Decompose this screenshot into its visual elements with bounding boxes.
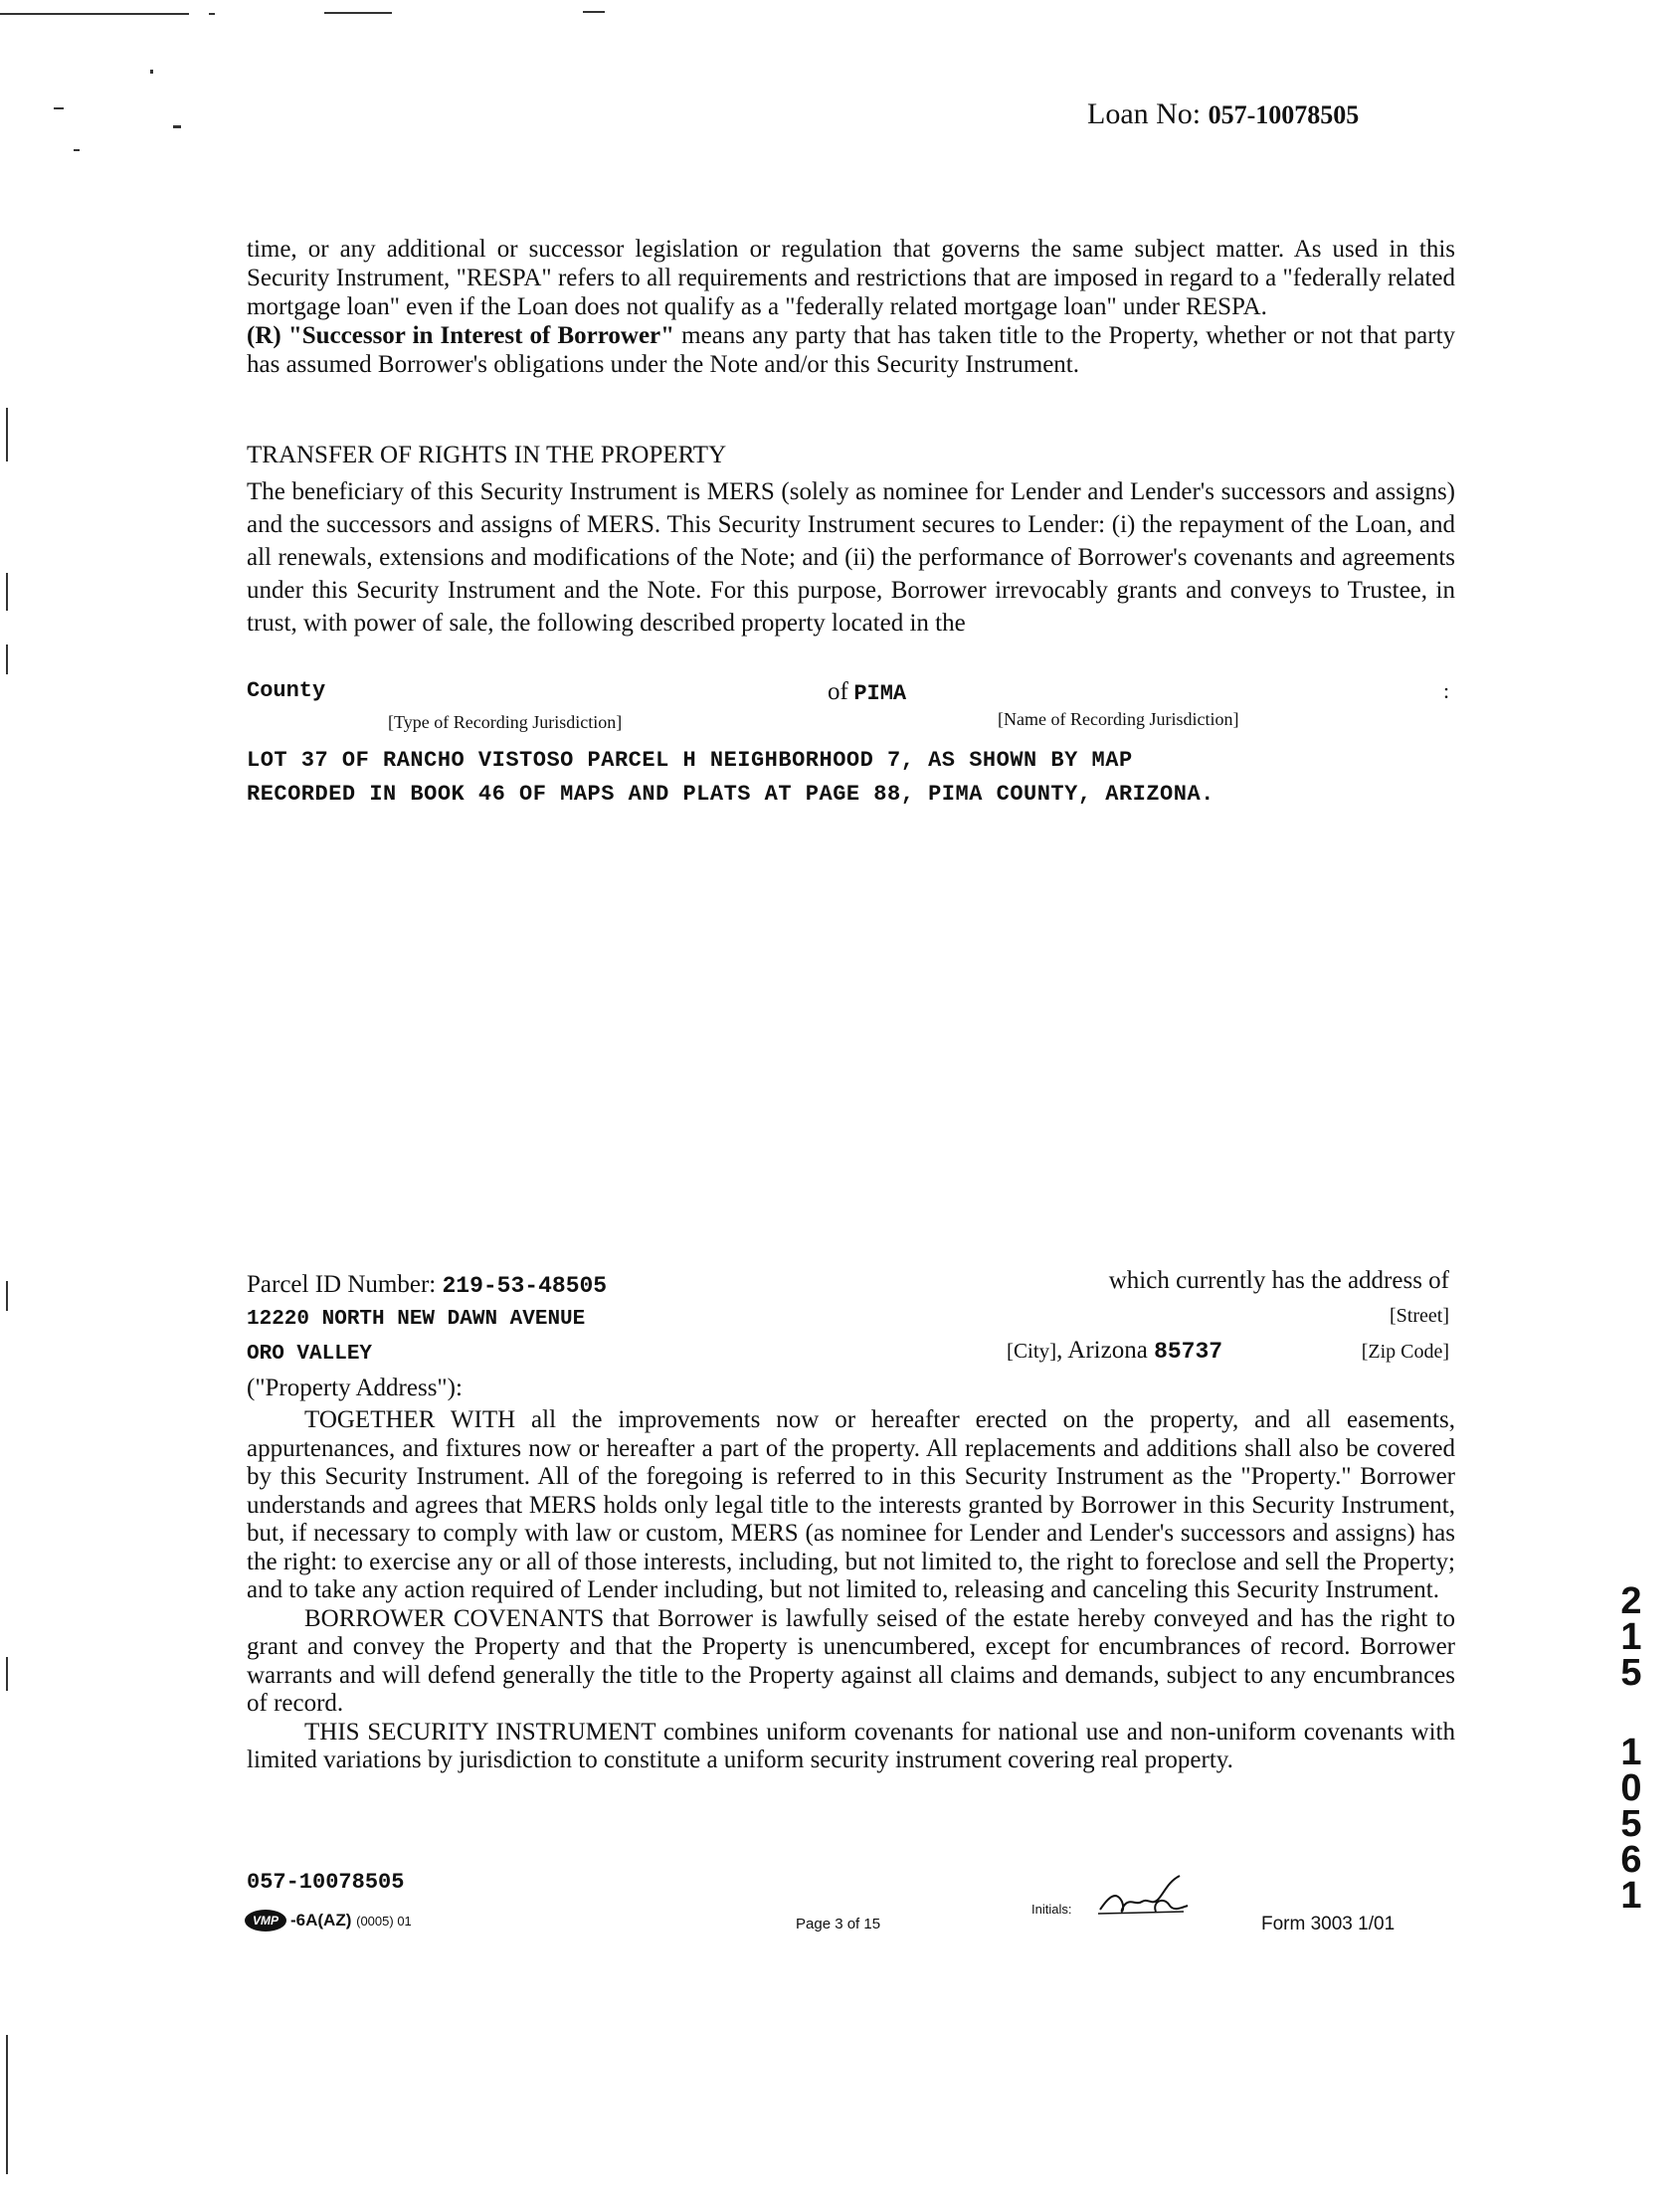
- initials-signature: [1094, 1872, 1190, 1924]
- stamp-digit: 0: [1620, 1767, 1642, 1809]
- scan-mark: [324, 12, 392, 14]
- scan-mark: [6, 1657, 8, 1691]
- jurisdiction-type: County: [247, 678, 326, 703]
- parcel-id: [247, 1271, 607, 1299]
- scan-mark: [54, 107, 64, 109]
- form-logo: [245, 1910, 412, 1931]
- definition-r-text: means any party that has taken title to the Property, whether or not that party has assumed Borrower's obligations under the Note and/or this Security Instrument.: [247, 322, 1456, 378]
- stamp-digit: 1: [1620, 1875, 1642, 1917]
- city-state-zip: [1007, 1337, 1222, 1365]
- transfer-heading: TRANSFER OF RIGHTS IN THE PROPERTY: [247, 442, 727, 468]
- side-stamp: [1611, 1580, 1651, 1917]
- jurisdiction-type-label: [Type of Recording Jurisdiction]: [388, 712, 623, 732]
- definition-r-marker: (R): [247, 322, 281, 349]
- scan-mark: [173, 125, 181, 128]
- jurisdiction-name: PIMA: [853, 681, 907, 706]
- scan-mark: [209, 13, 215, 15]
- stamp-digit: 1: [1620, 1732, 1642, 1773]
- loan-number-label: Loan No:: [1087, 97, 1202, 130]
- vmp-logo-icon: VMP: [245, 1910, 286, 1931]
- city-name: ORO VALLEY: [247, 1343, 373, 1366]
- property-address-label: ("Property Address"):: [247, 1375, 463, 1401]
- transfer-paragraph: The beneficiary of this Security Instrument is MERS (solely as nominee for Lender and Lender's successors and assigns) and the successors and assigns of MERS. This Security Instrument secures to Lender: (i) the repayment of the Loan, and all renewals, extensions and modifications of the Note; and (ii) the performance of Borrower's covenants and agreements under this Security Instrument and the Note. For this purpose, Borrower irrevocably grants and conveys to Trustee, in trust, with power of sale, the following described property located in the: [247, 478, 1455, 637]
- legal-line: LOT 37 OF RANCHO VISTOSO PARCEL H NEIGHBORHOOD 7, AS SHOWN BY MAP: [247, 748, 1133, 773]
- zip-tag: [Zip Code]: [1361, 1341, 1449, 1363]
- state-name: , Arizona: [1056, 1337, 1148, 1364]
- stamp-digit: 1: [1620, 1616, 1642, 1658]
- stamp-digit: 5: [1620, 1652, 1642, 1694]
- jurisdiction-name-line: [828, 678, 906, 706]
- stamp-digit: 6: [1620, 1839, 1642, 1881]
- definition-r: [247, 321, 1455, 379]
- zip-code: 85737: [1154, 1339, 1223, 1365]
- street-address: 12220 NORTH NEW DAWN AVENUE: [247, 1308, 586, 1331]
- transfer-section: [247, 475, 1455, 640]
- definition-r-term: "Successor in Interest of Borrower": [287, 322, 675, 349]
- jurisdiction-name-label: [Name of Recording Jurisdiction]: [998, 709, 1239, 729]
- scan-mark: [6, 408, 8, 461]
- stamp-digit: 2: [1620, 1580, 1642, 1622]
- borrower-covenants-paragraph: BORROWER COVENANTS that Borrower is lawfully seised of the estate hereby conveyed and has the right to grant and convey the Property and that the Property is unencumbered, except for encumbrances of record. Borrower warrants and will defend generally the title to the Property against all claims and demands, subject to any encumbrances of record.: [247, 1604, 1455, 1717]
- scan-mark: [6, 573, 8, 611]
- loan-number-value: 057-10078505: [1208, 100, 1360, 129]
- form-code-main: -6A(AZ): [290, 1911, 352, 1930]
- scan-mark: [0, 13, 189, 15]
- covenants-section: [247, 1406, 1455, 1775]
- intro-section: [247, 235, 1455, 379]
- address-note: which currently has the address of: [1108, 1267, 1449, 1294]
- form-code-suffix: (0005) 01: [356, 1914, 412, 1929]
- jurisdiction-colon: :: [1443, 678, 1450, 703]
- street-tag: [Street]: [1390, 1305, 1449, 1327]
- parcel-id-label: Parcel ID Number:: [247, 1271, 437, 1298]
- initials-label: Initials:: [1031, 1902, 1072, 1917]
- loan-number-header: [1087, 97, 1359, 131]
- parcel-id-number: 219-53-48505: [442, 1273, 608, 1299]
- form-number: Form 3003 1/01: [1261, 1914, 1396, 1934]
- stamp-digit: 5: [1620, 1803, 1642, 1845]
- legal-description: [247, 744, 1214, 812]
- scan-mark: [74, 149, 80, 151]
- scan-mark: [6, 1281, 8, 1311]
- form-code: [290, 1911, 412, 1930]
- intro-paragraph: time, or any additional or successor legislation or regulation that governs the same subject matter. As used in this Security Instrument, "RESPA" refers to all requirements and restrictions that are imposed in regard to a "federally related mortgage loan" even if the Loan does not qualify as a "federally related mortgage loan" under RESPA.: [247, 236, 1455, 320]
- jurisdiction-of: of: [828, 678, 848, 705]
- page-number: Page 3 of 15: [796, 1916, 881, 1932]
- legal-line: RECORDED IN BOOK 46 OF MAPS AND PLATS AT PAGE 88, PIMA COUNTY, ARIZONA.: [247, 782, 1214, 807]
- scan-mark: [6, 644, 8, 674]
- footer-loan-number: 057-10078505: [247, 1870, 405, 1895]
- together-paragraph: TOGETHER WITH all the improvements now or hereafter erected on the property, and all easements, appurtenances, and fixtures now or hereafter a part of the property. All replacements and additions shall also be covered by this Security Instrument. All of the foregoing is referred to in this Security Instrument as the "Property." Borrower understands and agrees that MERS holds only legal title to the interests granted by Borrower in this Security Instrument, but, if necessary to comply with law or custom, MERS (as nominee for Lender and Lender's successors and assigns) has the right: to exercise any or all of those interests, including, but not limited to, the right to foreclose and sell the Property; and to take any action required of Lender including, but not limited to, releasing and canceling this Security Instrument.: [247, 1406, 1455, 1603]
- city-tag: [City]: [1007, 1339, 1057, 1363]
- scan-mark: [6, 2035, 8, 2174]
- security-instrument-paragraph: THIS SECURITY INSTRUMENT combines uniform covenants for national use and non-uniform covenants with limited variations by jurisdiction to constitute a uniform security instrument covering real property.: [247, 1718, 1455, 1773]
- scan-mark: [150, 70, 153, 74]
- scan-mark: [583, 11, 605, 13]
